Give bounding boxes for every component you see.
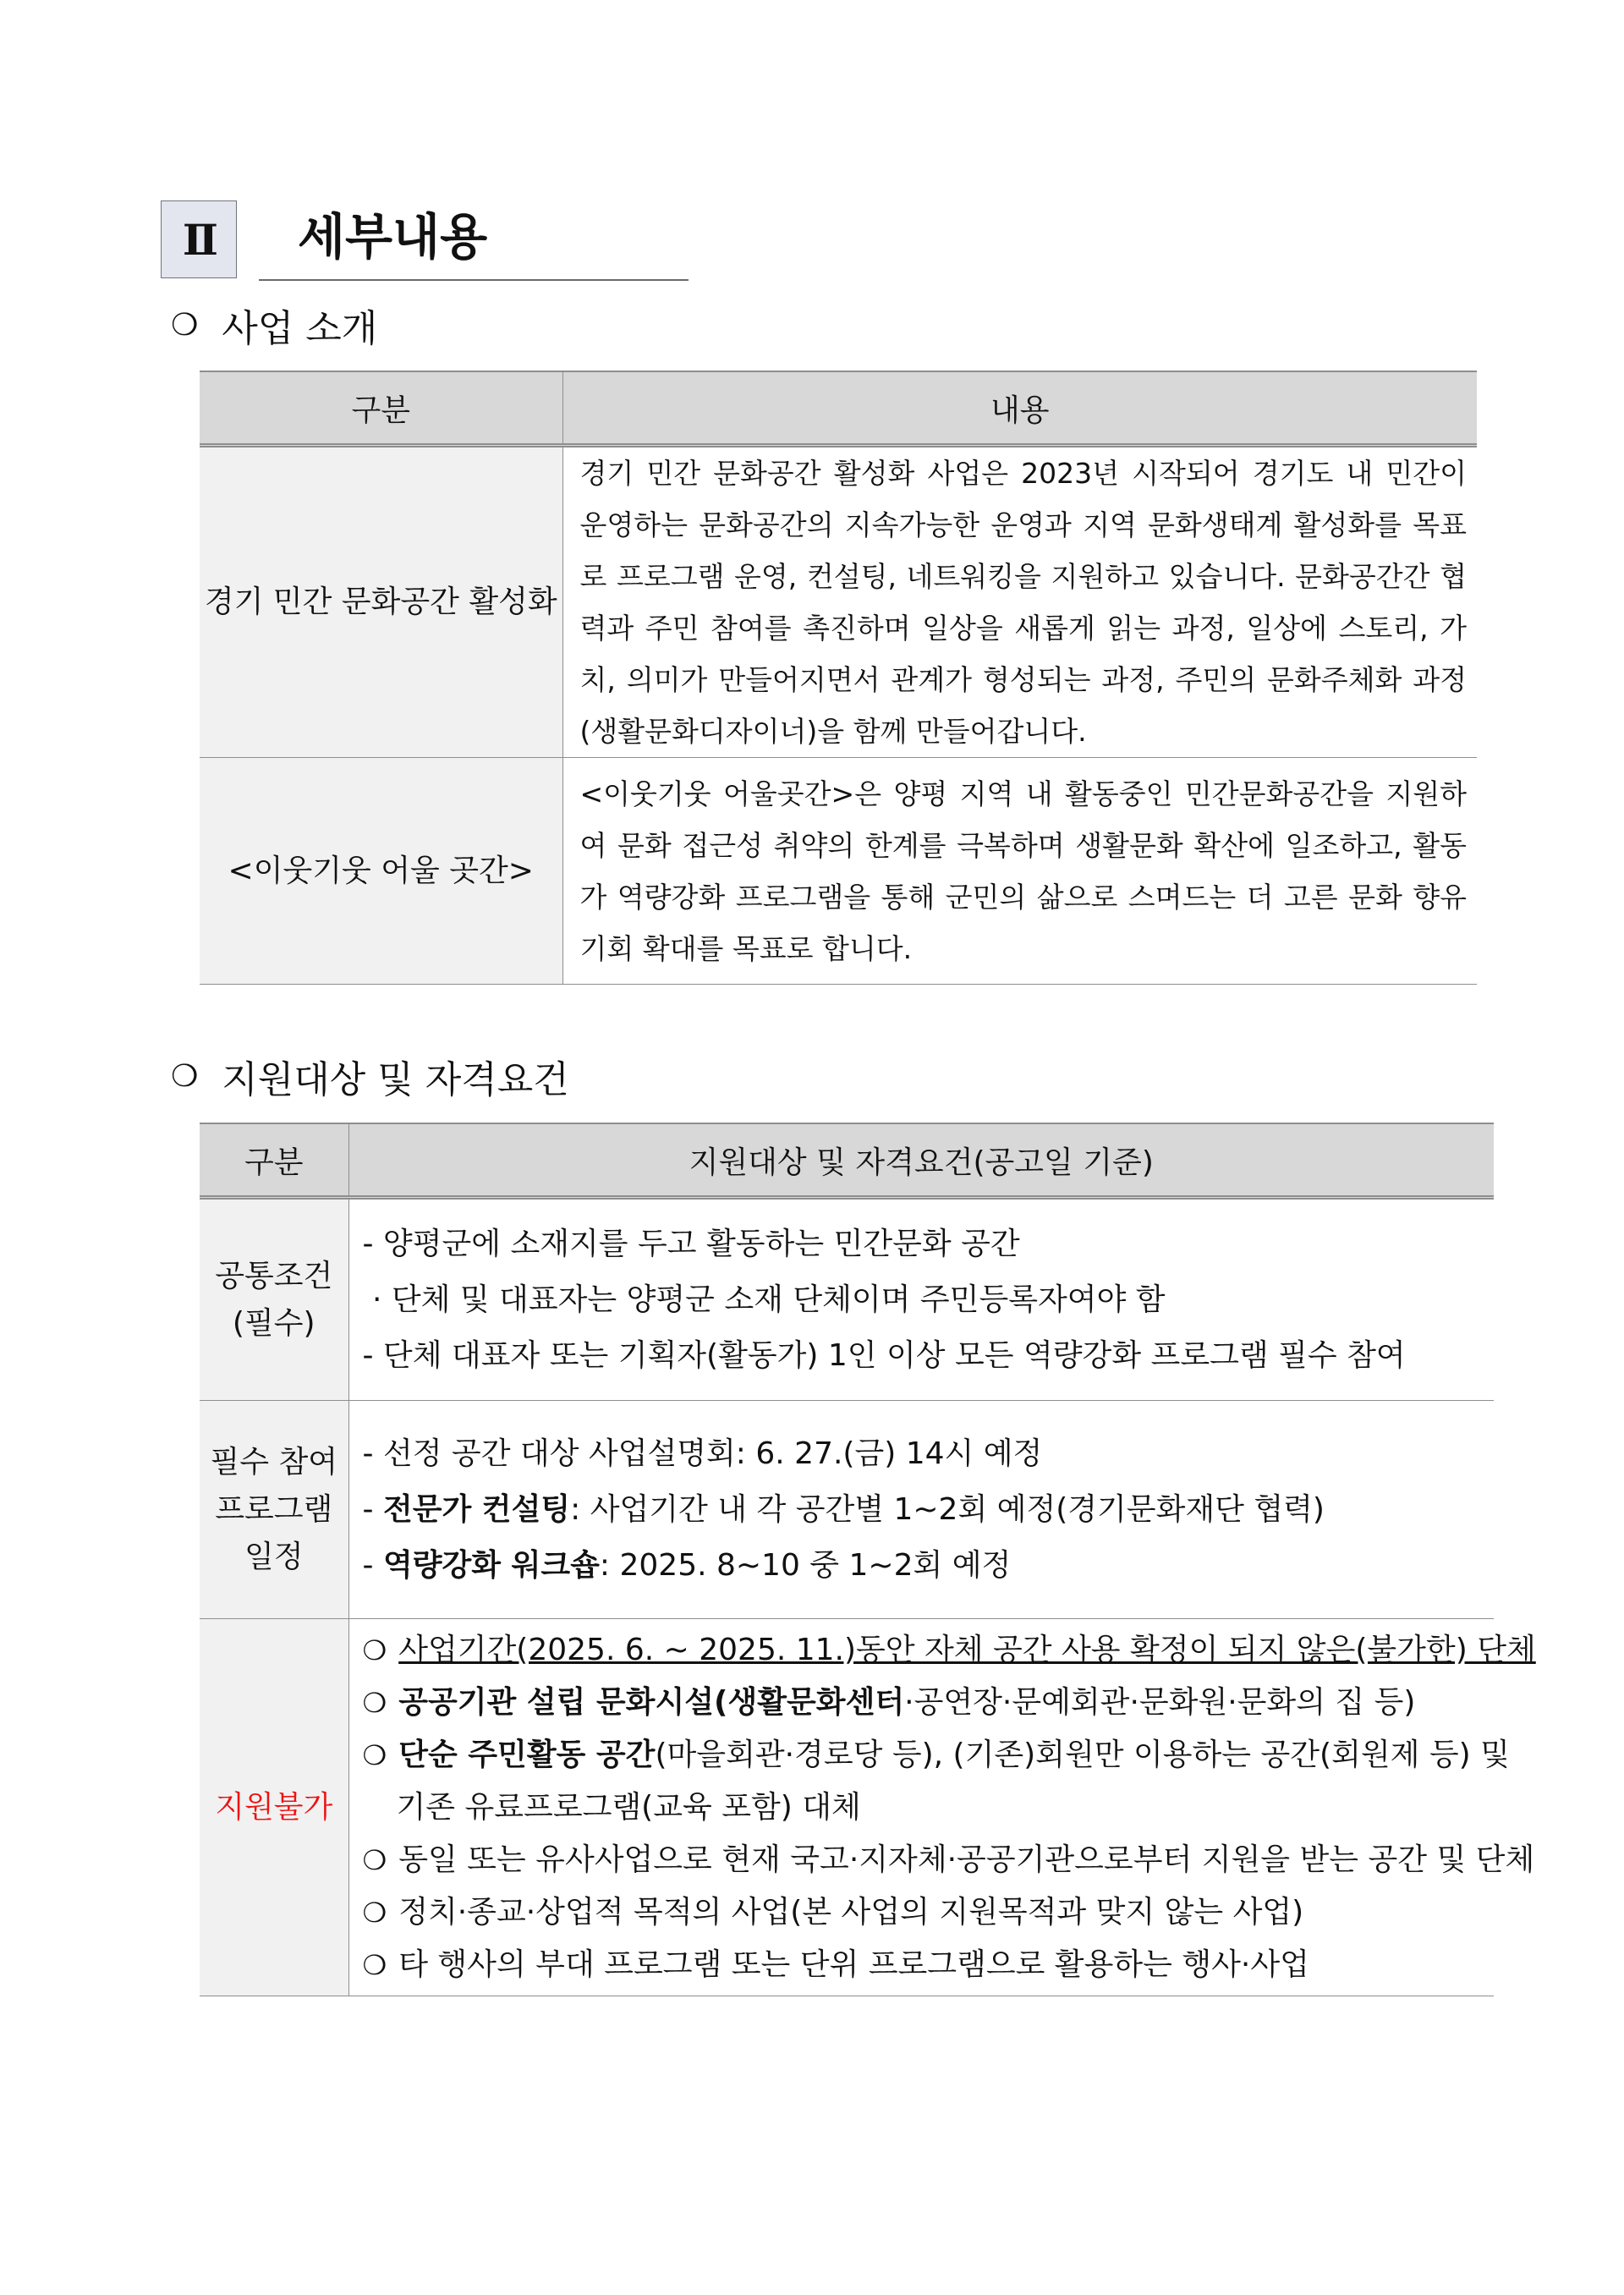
ineligible-content — [348, 1619, 1536, 1996]
list-item: - 역량강화 워크숍: 2025. 8~10 중 1~2회 예정 — [362, 1547, 1012, 1583]
eligibility-table — [200, 1123, 1536, 1996]
circle-bullet-icon: ❍ — [362, 1686, 387, 1719]
common-label: 공통조건 (필수) — [200, 1198, 348, 1401]
row-content: 경기 민간 문화공간 활성화 사업은 2023년 시작되어 경기도 내 민간이 운영하는 문화공간의 지속가능한 운영과 지역 문화생태계 활성화를 목표로 프로그램 운영, 컨설팅, 네트워킹을 지원하고 있습니다. 문화공간간 협력과 주민 참여를 촉진하며 일상을 새롭게 읽는 과정, 일상에 스토리, 가치, 의미가 만들어지면서 관계가 형성되는 과정, 주민의 문화주체화 과정(생활문화디자이너)을 함께 만들어갑니다. — [562, 446, 1477, 758]
intro-heading-text: 사업 소개 — [222, 307, 378, 350]
col-header-requirements: 지원대상 및 자격요건(공고일 기준) — [348, 1123, 1494, 1198]
circle-bullet-icon: ❍ — [171, 307, 199, 343]
section-title-underline — [259, 279, 689, 281]
section-number-box: Ⅱ — [161, 200, 237, 278]
common-content — [348, 1198, 1494, 1401]
schedule-content — [348, 1401, 1494, 1619]
list-item: ❍ 단순 주민활동 공간(마을회관·경로당 등), (기존)회원만 이용하는 공간(회원제 등) 및 — [362, 1737, 1510, 1772]
list-item: - 전문가 컨설팅: 사업기간 내 각 공간별 1~2회 예정(경기문화재단 협력) — [362, 1491, 1325, 1527]
row-category: 경기 민간 문화공간 활성화 — [200, 446, 562, 758]
list-item: ❍ 동일 또는 유사사업으로 현재 국고·지자체·공공기관으로부터 지원을 받는 공간 및 단체 — [362, 1842, 1535, 1877]
table-row-schedule — [200, 1401, 1494, 1619]
circle-bullet-icon: ❍ — [362, 1948, 387, 1981]
table-row — [200, 758, 1477, 985]
table-header-row — [200, 371, 1477, 446]
circle-bullet-icon: ❍ — [171, 1058, 199, 1094]
col-header-category: 구분 — [200, 1123, 348, 1198]
list-item: ❍ 타 행사의 부대 프로그램 또는 단위 프로그램으로 활용하는 행사·사업 — [362, 1946, 1309, 1982]
list-item: - 단체 대표자 또는 기획자(활동가) 1인 이상 모든 역량강화 프로그램 필수 참여 — [362, 1337, 1406, 1373]
col-header-category: 구분 — [200, 371, 562, 446]
table-row-common — [200, 1198, 1494, 1401]
list-item: ❍ 사업기간(2025. 6. ~ 2025. 11.)동안 자체 공간 사용 확정이 되지 않은(불가한) 단체 — [362, 1632, 1536, 1667]
row-category: <이웃기웃 어울 곳간> — [200, 758, 562, 985]
intro-table — [200, 371, 1477, 985]
section-title: 세부내용 — [298, 208, 488, 266]
circle-bullet-icon: ❍ — [362, 1896, 387, 1929]
list-item: - 선정 공간 대상 사업설명회: 6. 27.(금) 14시 예정 — [362, 1436, 1043, 1471]
row-content: <이웃기웃 어울곳간>은 양평 지역 내 활동중인 민간문화공간을 지원하여 문화 접근성 취약의 한계를 극복하며 생활문화 확산에 일조하고, 활동가 역량강화 프로그램을 통해 군민의 삶으로 스며드는 더 고른 문화 향유 기회 확대를 목표로 합니다. — [562, 758, 1477, 985]
col-header-content: 내용 — [562, 371, 1477, 446]
list-item: ❍ 공공기관 설립 문화시설(생활문화센터·공연장·문예회관·문화원·문화의 집 등) — [362, 1684, 1416, 1720]
circle-bullet-icon: ❍ — [362, 1843, 387, 1876]
ineligible-label: 지원불가 — [200, 1619, 348, 1996]
list-item: · 단체 및 대표자는 양평군 소재 단체이며 주민등록자여야 함 — [362, 1282, 1166, 1317]
circle-bullet-icon: ❍ — [362, 1633, 387, 1666]
schedule-label: 필수 참여 프로그램 일정 — [200, 1401, 348, 1619]
intro-heading — [171, 298, 377, 352]
eligibility-heading-text: 지원대상 및 자격요건 — [222, 1058, 569, 1101]
table-header-row — [200, 1123, 1494, 1198]
eligibility-heading — [171, 1049, 569, 1103]
table-row-ineligible — [200, 1619, 1494, 1996]
list-item: - 양평군에 소재지를 두고 활동하는 민간문화 공간 — [362, 1226, 1020, 1261]
circle-bullet-icon: ❍ — [362, 1738, 387, 1771]
list-item: ❍ 정치·종교·상업적 목적의 사업(본 사업의 지원목적과 맞지 않는 사업) — [362, 1894, 1304, 1930]
table-row — [200, 446, 1477, 758]
list-item-continuation: 기존 유료프로그램(교육 포함) 대체 — [396, 1789, 861, 1825]
